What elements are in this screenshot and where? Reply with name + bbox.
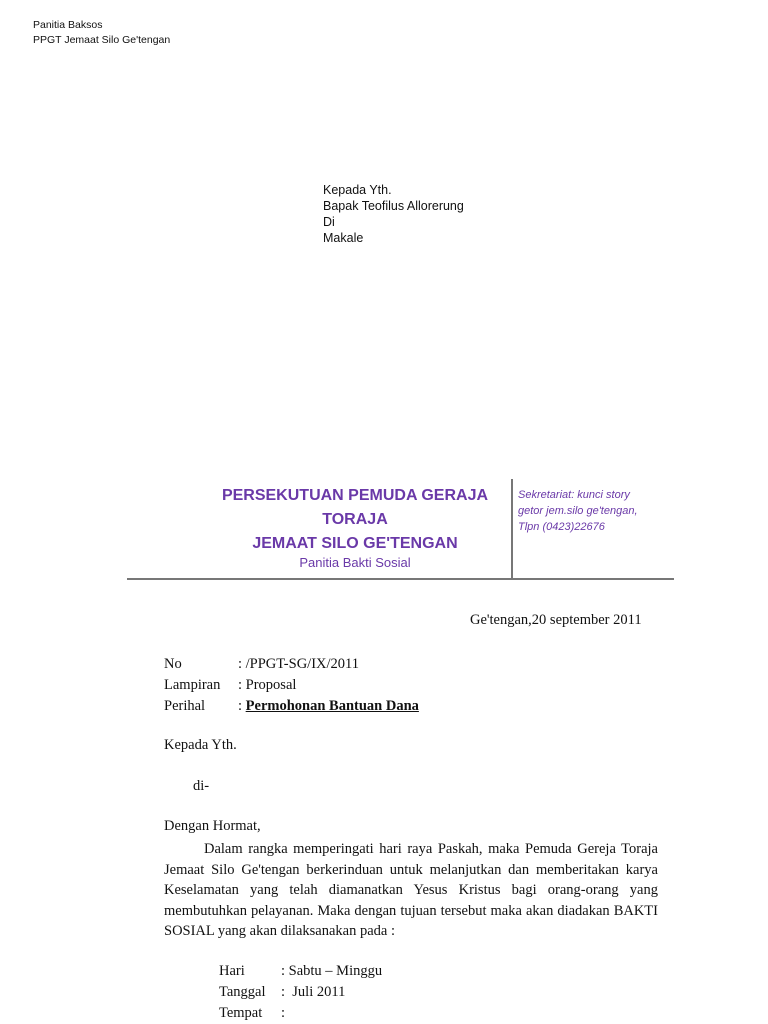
recipient-line: Kepada Yth.: [323, 183, 392, 197]
letter-date: Ge'tengan,20 september 2011: [470, 612, 642, 628]
envelope-recipient: [323, 182, 464, 246]
letterhead-subtitle: Panitia Bakti Sosial: [299, 555, 411, 570]
letterhead-title: [205, 484, 505, 556]
event-value: : Sabtu – Minggu: [281, 963, 383, 979]
letterhead-divider-vertical: [511, 479, 513, 579]
meta-label: No: [164, 656, 182, 672]
addressee-location: di-: [193, 778, 210, 794]
salutation: Dengan Hormat,: [164, 818, 261, 834]
meta-value: : Proposal: [238, 677, 297, 693]
secretariat-line: Tlpn (0423)22676: [518, 521, 605, 533]
meta-row-perihal: [164, 696, 419, 717]
subject-value: Permohonan Bantuan Dana: [245, 698, 419, 714]
body-paragraph: Dalam rangka memperingati hari raya Paskah, maka Pemuda Gereja Toraja Jemaat Silo Ge'tengan berkerinduan untuk melanjutkan dan memberitakan karya Keselamatan yang telah diamanatkan Yesus Kristus bagi orang-orang yang membutuhkan pelayanan. Maka dengan tujuan tersebut maka akan diadakan BAKTI SOSIAL yang akan dilaksanakan pada :: [164, 841, 658, 939]
sender-line: PPGT Jemaat Silo Ge'tengan: [33, 34, 171, 46]
event-details: [219, 961, 382, 1024]
event-label: Tanggal: [219, 984, 266, 1000]
event-value: : Juli 2011: [281, 984, 346, 1000]
meta-value: : /PPGT-SG/IX/2011: [238, 656, 359, 672]
recipient-line: Bapak Teofilus Allorerung: [323, 199, 464, 213]
letterhead-title-line: PERSEKUTUAN PEMUDA GERAJA: [221, 487, 489, 504]
recipient-line: Di: [323, 215, 335, 229]
letterhead-title-line: JEMAAT SILO GE'TENGAN: [252, 535, 458, 552]
sender-line: Panitia Baksos: [33, 19, 103, 31]
meta-label: Lampiran: [164, 677, 221, 693]
addressee: Kepada Yth.: [164, 737, 237, 753]
letter-meta: [164, 654, 419, 717]
event-row-hari: [219, 961, 382, 982]
letterhead-title-line: TORAJA: [322, 511, 388, 528]
letterhead-divider-horizontal: [127, 578, 674, 580]
event-row-tanggal: [219, 982, 382, 1003]
meta-row-no: [164, 654, 419, 675]
event-label: Hari: [219, 963, 245, 979]
secretariat-info: [518, 487, 638, 535]
meta-label: Perihal: [164, 698, 206, 714]
secretariat-line: Sekretariat: kunci story: [518, 489, 630, 501]
event-value: :: [281, 1005, 286, 1021]
secretariat-line: getor jem.silo ge'tengan,: [518, 505, 638, 517]
meta-row-lampiran: [164, 675, 419, 696]
envelope-sender: [33, 18, 170, 48]
event-label: Tempat: [219, 1005, 263, 1021]
event-row-tempat: [219, 1003, 382, 1024]
recipient-line: Makale: [323, 231, 364, 245]
meta-colon: :: [238, 698, 246, 714]
